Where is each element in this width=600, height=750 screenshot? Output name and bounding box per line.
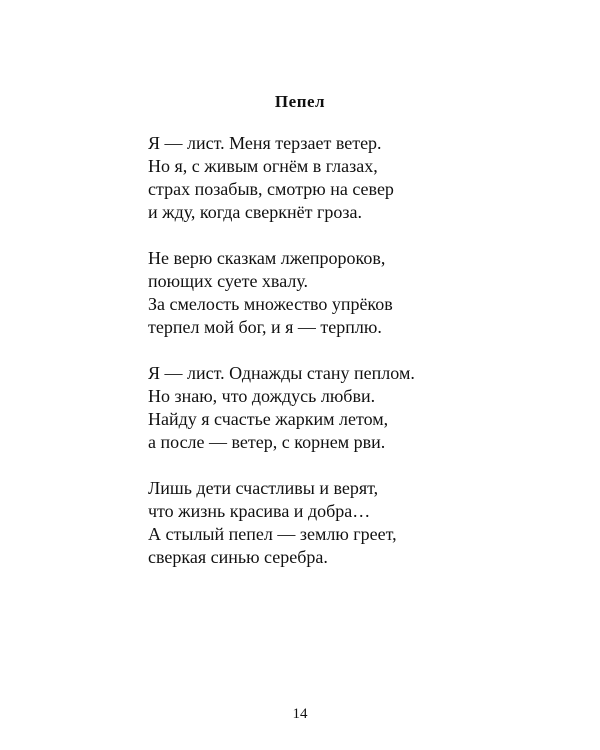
poem-line: поющих суете хвалу. <box>148 271 309 291</box>
poem-line: Но знаю, что дождусь любви. <box>148 386 376 406</box>
poem-line: А стылый пепел — землю греет, <box>148 524 397 544</box>
poem-line: что жизнь красива и добра… <box>148 501 371 521</box>
poem-line: Я — лист. Однажды стану пеплом. <box>148 363 415 383</box>
poem-body <box>148 132 508 592</box>
stanza-4 <box>148 477 508 569</box>
poem-line: а после — ветер, с корнем рви. <box>148 432 386 452</box>
stanza-2 <box>148 247 508 339</box>
poem-line: и жду, когда сверкнёт гроза. <box>148 202 362 222</box>
poem-line: За смелость множество упрёков <box>148 294 393 314</box>
page-number: 14 <box>292 706 308 722</box>
poem-title: Пепел <box>274 92 326 111</box>
stanza-1 <box>148 132 508 224</box>
poem-line: терпел мой бог, и я — терплю. <box>148 317 382 337</box>
poem-line: Я — лист. Меня терзает ветер. <box>148 133 382 153</box>
stanza-3 <box>148 362 508 454</box>
poem-line: Но я, с живым огнём в глазах, <box>148 156 378 176</box>
poem-line: сверкая синью серебра. <box>148 547 328 567</box>
poem-line: страх позабыв, смотрю на север <box>148 179 394 199</box>
poem-line: Найду я счастье жарким летом, <box>148 409 389 429</box>
poem-line: Лишь дети счастливы и верят, <box>148 478 379 498</box>
poem-line: Не верю сказкам лжепророков, <box>148 248 386 268</box>
